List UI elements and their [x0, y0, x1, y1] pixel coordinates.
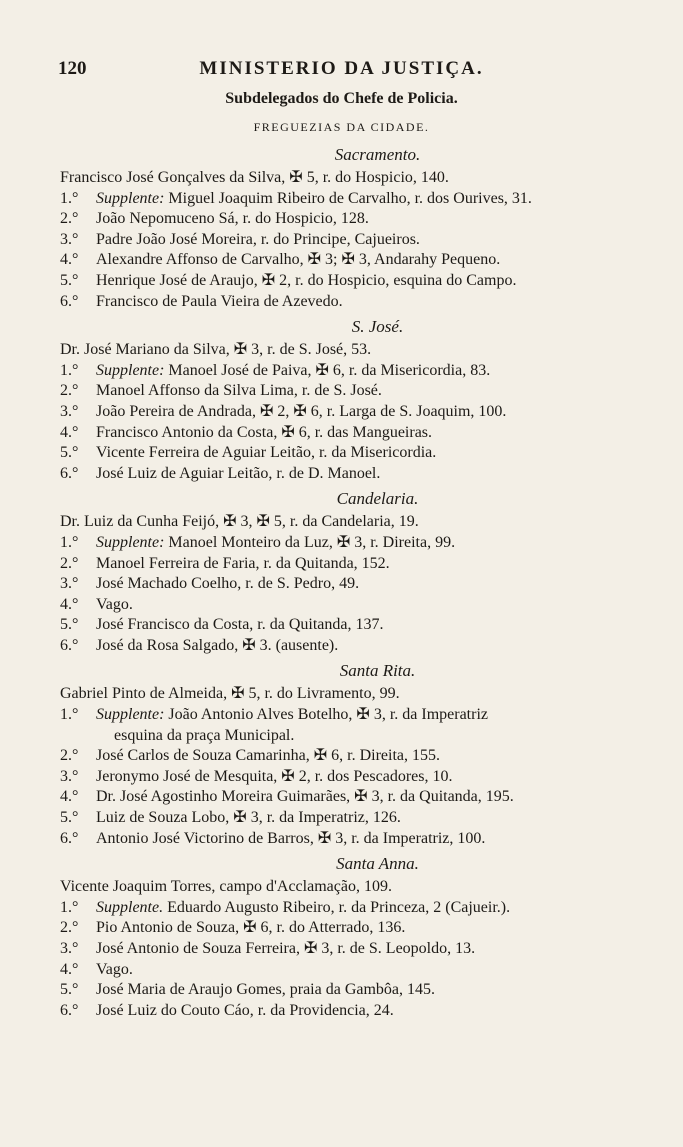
entry-number: 6.° — [60, 1001, 79, 1019]
list-item — [60, 595, 645, 616]
entry-text: José Maria de Araujo Gomes, praia da Gambôa, 145. — [96, 981, 436, 999]
parish-list — [60, 142, 645, 1023]
entry-text: José Antonio de Souza Ferreira, ✠ 3, r. de S. Leopoldo, 13. — [96, 940, 476, 957]
list-item — [60, 898, 645, 919]
entry-text: Vicente Ferreira de Aguiar Leitão, r. da Misericordia. — [96, 444, 437, 462]
list-item — [60, 402, 645, 423]
entry-number: 5.° — [60, 616, 79, 634]
entry-text: Manoel Affonso da Silva Lima, r. de S. José. — [96, 382, 382, 400]
entry-number: 1.° — [60, 706, 79, 724]
entry-text: Padre João José Moreira, r. do Principe, Cajueiros. — [96, 230, 420, 248]
entry-number: 5.° — [60, 809, 79, 827]
list-item — [60, 512, 645, 533]
list-item — [60, 168, 645, 189]
parish-heading: Santa Anna. — [336, 854, 419, 874]
entry-number: 2.° — [60, 210, 79, 228]
entry-text: Dr. José Agostinho Moreira Guimarães, ✠ 3, r. da Quitanda, 195. — [96, 788, 514, 806]
entry-number: 6.° — [60, 292, 79, 310]
parish-heading: Candelaria. — [336, 489, 419, 509]
entry-number: 2.° — [60, 919, 79, 937]
list-item — [60, 554, 645, 575]
entry-text: Francisco Antonio da Costa, ✠ 6, r. das Mangueiras. — [96, 423, 433, 441]
supplente-label: Supplente: — [96, 189, 165, 207]
list-item — [60, 684, 645, 705]
parish-section — [60, 658, 645, 851]
entry-number: 3.° — [60, 575, 79, 593]
entry-text: Dr. Luiz da Cunha Feijó, ✠ 3, ✠ 5, r. da Candelaria, 19. — [60, 513, 419, 531]
entry-text: João Pereira de Andrada, ✠ 2, ✠ 6, r. Larga de S. Joaquim, 100. — [96, 402, 507, 420]
entry-number: 3.° — [60, 940, 79, 957]
list-item — [60, 189, 645, 210]
list-item — [60, 340, 645, 361]
parish-heading: Santa Rita. — [339, 661, 416, 681]
parish-section — [60, 314, 645, 486]
entry-text: Gabriel Pinto de Almeida, ✠ 5, r. do Livramento, 99. — [60, 685, 400, 703]
page-header — [0, 58, 683, 86]
entry-text: Francisco de Paula Vieira de Azevedo. — [96, 292, 343, 310]
parish-section — [60, 142, 645, 314]
list-item — [60, 209, 645, 230]
parish-heading: S. José. — [351, 317, 404, 337]
running-title: MINISTERIO DA JUSTIÇA. — [199, 58, 484, 79]
list-item — [60, 230, 645, 251]
entry-text: Pio Antonio de Souza, ✠ 6, r. do Atterrado, 136. — [96, 919, 406, 937]
entry-text: Jeronymo José de Mesquita, ✠ 2, r. dos Pescadores, 10. — [96, 767, 453, 785]
entry-text: Miguel Joaquim Ribeiro de Carvalho, r. dos Ourives, 31. — [164, 189, 532, 207]
list-item — [60, 877, 645, 898]
supplente-label: Supplente. — [96, 898, 164, 916]
list-item — [60, 960, 645, 981]
entry-number: 4.° — [60, 423, 79, 441]
entry-text: Henrique José de Araujo, ✠ 2, r. do Hospicio, esquina do Campo. — [96, 271, 517, 289]
entry-number: 3.° — [60, 767, 79, 785]
list-item — [60, 533, 645, 554]
list-item — [60, 574, 645, 595]
list-item — [60, 615, 645, 636]
entry-number: 1.° — [60, 189, 79, 207]
entry-number: 2.° — [60, 747, 79, 765]
entry-text: Manoel José de Paiva, ✠ 6, r. da Misericordia, 83. — [164, 361, 491, 379]
entry-text: José Carlos de Souza Camarinha, ✠ 6, r. Direita, 155. — [96, 747, 440, 765]
entry-number: 4.° — [60, 251, 79, 269]
entry-text: João Nepomuceno Sá, r. do Hospicio, 128. — [96, 210, 369, 228]
supplente-label: Supplente: — [96, 706, 165, 724]
entry-text: esquina da praça Municipal. — [114, 726, 295, 744]
entry-text: João Antonio Alves Botelho, ✠ 3, r. da Imperatriz — [164, 706, 488, 724]
list-item — [60, 726, 645, 747]
entry-number: 1.° — [60, 361, 79, 379]
parish-section — [60, 851, 645, 1023]
entry-number: 5.° — [60, 981, 79, 999]
list-item — [60, 808, 645, 829]
entry-number: 6.° — [60, 464, 79, 482]
parish-section — [60, 486, 645, 658]
entry-number: 4.° — [60, 960, 79, 978]
list-item — [60, 443, 645, 464]
list-item — [60, 423, 645, 444]
list-item — [60, 787, 645, 808]
list-item — [60, 918, 645, 939]
list-item — [60, 939, 645, 960]
parish-heading: Sacramento. — [334, 145, 421, 164]
page-subtitle: Subdelegados do Chefe de Policia. — [225, 90, 458, 107]
entry-text: Vago. — [96, 960, 133, 978]
list-item — [60, 250, 645, 271]
page-number: 120 — [58, 58, 87, 79]
entry-number: 2.° — [60, 382, 79, 400]
entry-text: José Luiz de Aguiar Leitão, r. de D. Manoel. — [96, 464, 381, 482]
entry-number: 3.° — [60, 230, 79, 248]
entry-text: Eduardo Augusto Ribeiro, r. da Princeza, 2 (Cajueir.). — [163, 898, 511, 916]
list-item — [60, 705, 645, 726]
supplente-label: Supplente: — [96, 361, 165, 379]
list-item — [60, 746, 645, 767]
section-label: FREGUEZIAS DA CIDADE. — [253, 120, 430, 134]
entry-number: 2.° — [60, 554, 79, 572]
entry-text: Alexandre Affonso de Carvalho, ✠ 3; ✠ 3, Andarahy Pequeno. — [96, 251, 501, 269]
list-item — [60, 464, 645, 485]
list-item — [60, 361, 645, 382]
entry-text: Francisco José Gonçalves da Silva, ✠ 5, r. do Hospicio, 140. — [60, 169, 449, 186]
entry-number: 1.° — [60, 898, 79, 916]
list-item — [60, 292, 645, 313]
entry-text: Vago. — [96, 595, 133, 613]
entry-number: 3.° — [60, 402, 79, 420]
entry-number: 4.° — [60, 595, 79, 613]
entry-text: Antonio José Victorino de Barros, ✠ 3, r. da Imperatriz, 100. — [96, 829, 486, 847]
entry-text: Vicente Joaquim Torres, campo d'Acclamação, 109. — [60, 878, 392, 896]
list-item — [60, 381, 645, 402]
entry-text: José da Rosa Salgado, ✠ 3. (ausente). — [96, 636, 339, 654]
entry-number: 1.° — [60, 533, 79, 551]
entry-number: 5.° — [60, 444, 79, 462]
list-item — [60, 767, 645, 788]
entry-text: Manoel Ferreira de Faria, r. da Quitanda, 152. — [96, 554, 390, 572]
entry-text: José Francisco da Costa, r. da Quitanda, 137. — [96, 616, 384, 634]
entry-text: Dr. José Mariano da Silva, ✠ 3, r. de S. José, 53. — [60, 341, 372, 359]
entry-text: José Machado Coelho, r. de S. Pedro, 49. — [96, 575, 360, 593]
list-item — [60, 829, 645, 850]
entry-number: 6.° — [60, 636, 79, 654]
entry-text: José Luiz do Couto Cáo, r. da Providencia, 24. — [96, 1001, 394, 1019]
entry-number: 5.° — [60, 271, 79, 289]
entry-text: Luiz de Souza Lobo, ✠ 3, r. da Imperatriz, 126. — [96, 809, 401, 827]
list-item — [60, 636, 645, 657]
entry-number: 6.° — [60, 829, 79, 847]
list-item — [60, 271, 645, 292]
list-item — [60, 980, 645, 1001]
entry-number: 4.° — [60, 788, 79, 806]
entry-text: Manoel Monteiro da Luz, ✠ 3, r. Direita, 99. — [164, 533, 456, 551]
list-item — [60, 1001, 645, 1022]
supplente-label: Supplente: — [96, 533, 165, 551]
